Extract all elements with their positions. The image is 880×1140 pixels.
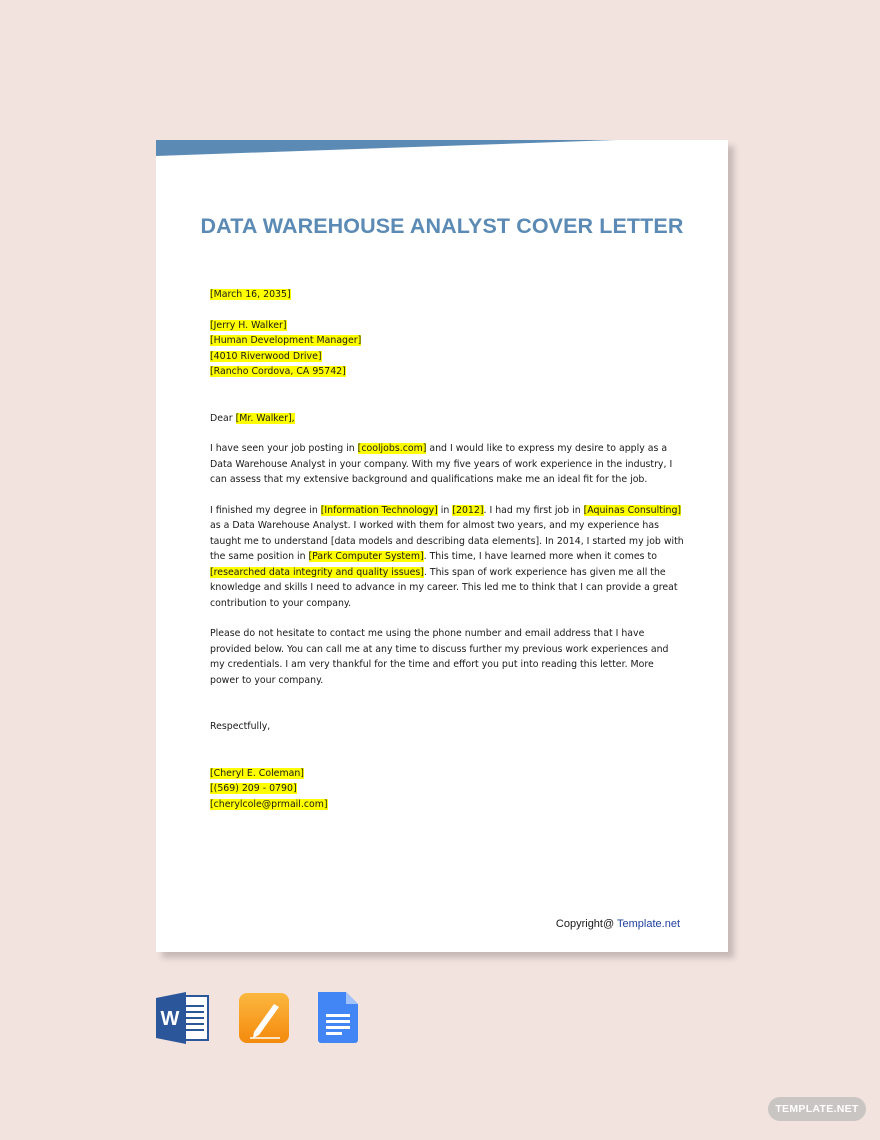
recipient-city: [Rancho Cordova, CA 95742] [210, 366, 346, 377]
p2-highlight-skills: [researched data integrity and quality issues] [210, 566, 424, 578]
document-title: DATA WAREHOUSE ANALYST COVER LETTER [200, 214, 684, 238]
sender-signature [210, 766, 685, 813]
p2-text-5: . This time, I have learned more when it comes to [423, 551, 657, 562]
greeting-name: [Mr. Walker], [235, 412, 295, 424]
copyright-label: Copyright@ [555, 918, 618, 930]
svg-text:W: W [160, 1008, 180, 1030]
letter-date [210, 287, 685, 303]
p2-text-4: as a Data Warehouse Analyst. I worked with them for almost two years, and my experience has taught me to understand [data models and describing data elements]. In 2014, I started my job with the same position in [210, 520, 684, 562]
copyright-brand-link[interactable]: Template.net [617, 918, 680, 930]
p1-highlight-job-site: [cooljobs.com] [357, 443, 427, 454]
recipient-address [210, 318, 685, 380]
recipient-position: [Human Development Manager] [210, 335, 362, 346]
p2-text-1: I finished my degree in [210, 504, 321, 516]
p2-text-2: in [437, 504, 453, 516]
p2-highlight-second-job: [Park Computer System] [308, 551, 424, 562]
recipient-name: [Jerry H. Walker] [210, 319, 287, 331]
closing: Respectfully, [210, 721, 271, 732]
paragraph-3: Please do not hesitate to contact me using the phone number and email address that I have provided below. You can call me at any time to discuss further my previous work experiences and my credentials. I am very thankful for the time and effort you put into reading this letter. More power to your company. [210, 628, 669, 686]
p1-text-1: I have seen your job posting in [210, 443, 358, 454]
p2-highlight-year: [2012] [452, 504, 484, 516]
greeting [210, 411, 685, 427]
pages-icon[interactable] [238, 992, 292, 1044]
greeting-prefix: Dear [210, 412, 236, 424]
paragraph-1 [210, 441, 685, 488]
p2-highlight-degree: [Information Technology] [320, 504, 438, 516]
paragraph-2 [210, 503, 685, 612]
p2-text-6: . This span of work experience has given me all the knowledge and skills I need to advance in my career. This led me to think that I can provide a great contribution to your company. [210, 566, 678, 609]
word-icon[interactable] [156, 992, 210, 1044]
sender-name: [Cheryl E. Coleman] [210, 767, 304, 779]
recipient-street: [4010 Riverwood Drive] [210, 350, 322, 362]
document-page [156, 140, 728, 952]
template-net-watermark: TEMPLATE.NET [768, 1097, 866, 1121]
sender-email: [cherylcole@prmail.com] [210, 798, 328, 810]
date-text: [March 16, 2035] [210, 289, 291, 300]
p2-highlight-first-job: [Aquinas Consulting] [583, 504, 682, 516]
letter-body [210, 287, 685, 812]
header-band [156, 140, 728, 156]
sender-phone: [(569) 209 - 0790] [210, 783, 297, 794]
google-docs-icon[interactable] [314, 992, 368, 1044]
copyright-notice [556, 918, 680, 930]
p2-text-3: . I had my first job in [483, 504, 584, 516]
p1-text-2: and I would like to express my desire to apply as a Data Warehouse Analyst in your company. With my five years of work experience in the industry, I can assess that my extensive background and qualifications make me an ideal fit for the job. [210, 443, 673, 485]
